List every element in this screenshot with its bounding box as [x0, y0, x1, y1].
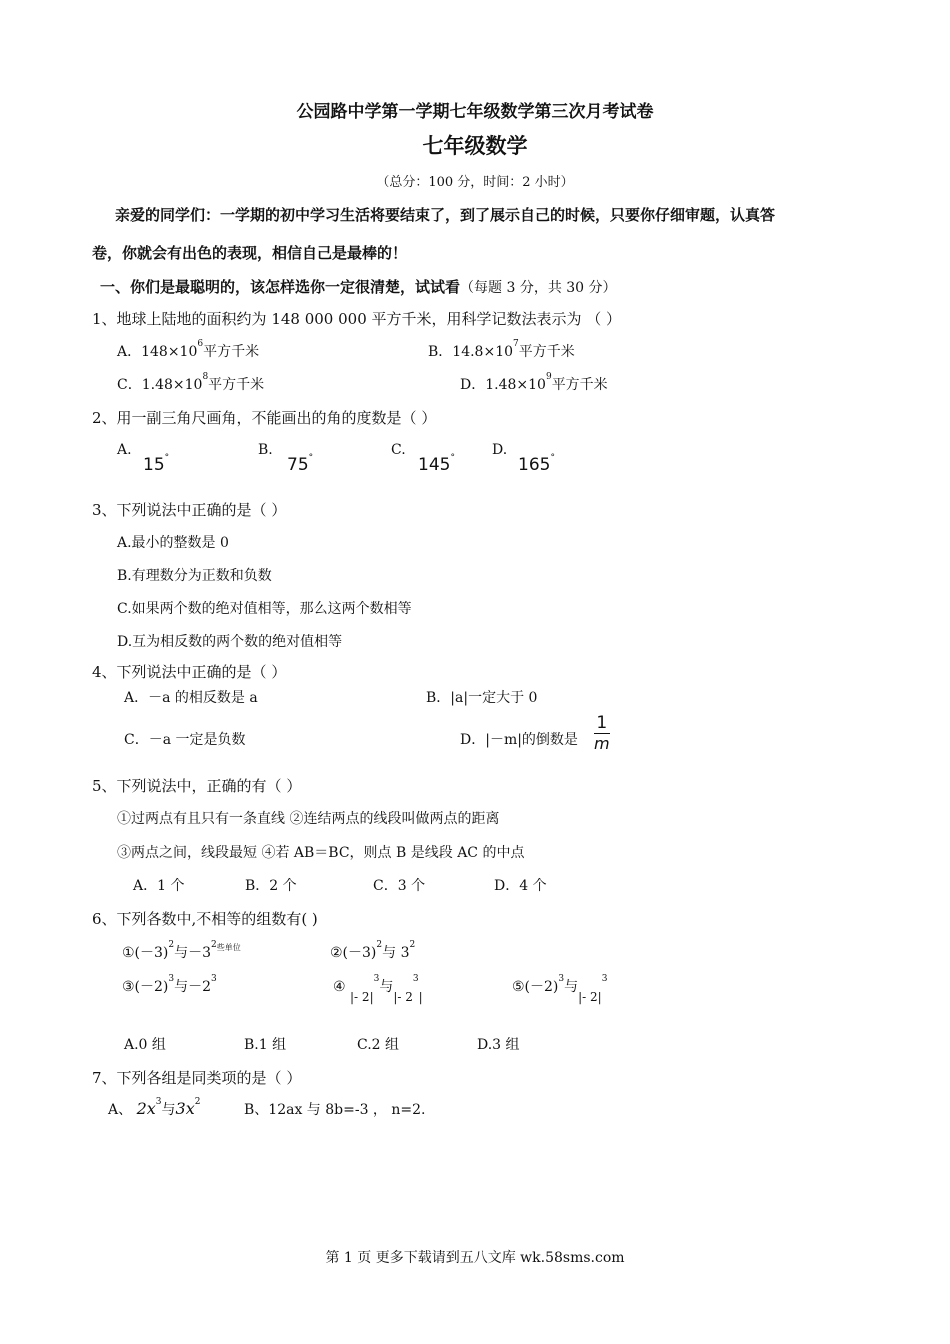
- question-6-option-d: D.3 组: [477, 1037, 520, 1053]
- question-2-option-a-label: A.: [117, 442, 132, 458]
- question-6-pair-1: $①(-3)^2$与$-3^{2些单位}$: [122, 940, 241, 961]
- question-1-option-c: C．$1.48\times 10^8$平方千米: [117, 372, 265, 393]
- question-1-option-b: B．$14.8\times 10^7$平方千米: [428, 339, 575, 360]
- question-2-option-d-label: D.: [492, 442, 508, 458]
- question-1-stem: 1、地球上陆地的面积约为 148 000 000 平方千米，用科学记数法表示为 （ ）: [92, 310, 622, 328]
- intro-line-2: 卷，你就会有出色的表现，相信自己是最棒的！: [92, 244, 408, 262]
- question-6-option-b: B.1 组: [244, 1037, 287, 1053]
- question-2-stem: 2、用一副三角尺画角，不能画出的角的度数是（ ）: [92, 409, 437, 427]
- score-info: （总分：100 分，时间：2 小时）: [376, 175, 574, 190]
- exam-title: 公园路中学第一学期七年级数学第三次月考试卷: [296, 102, 654, 122]
- section-points: （每题 3 分，共 30 分）: [460, 280, 617, 296]
- question-6-stem: 6、下列各数中,不相等的组数有( ): [92, 910, 318, 928]
- question-2-option-b: 75°: [287, 453, 314, 475]
- question-1-option-a: A．$148\times 10^6$平方千米: [117, 339, 260, 360]
- question-4-option-c: C．－a 一定是负数: [124, 732, 246, 748]
- question-7-option-b: B、12ax 与 8b=-3 ， n=2.: [244, 1102, 426, 1118]
- question-6-option-c: C.2 组: [357, 1037, 400, 1053]
- question-1-option-d: D．$1.48\times 10^9$平方千米: [460, 372, 608, 393]
- question-5-statement-1: ①过两点有且只有一条直线 ②连结两点的线段叫做两点的距离: [117, 811, 500, 827]
- question-7-option-a: A、 $2x^3$与$3x^2$: [108, 1097, 201, 1118]
- question-3-option-b: B.有理数分为正数和负数: [117, 568, 272, 584]
- question-4-fraction: $\frac{1}{m}$: [594, 713, 610, 753]
- question-7-stem: 7、下列各组是同类项的是（ ）: [92, 1069, 302, 1087]
- question-6-pair-4: ④ |- $2|^3$与|- $2^3|$: [333, 974, 423, 1004]
- question-6-pair-2: $②(-3)^2$与 $3^2$: [330, 940, 416, 961]
- question-4-option-b: B．|a|一定大于 0: [426, 690, 538, 706]
- question-3-stem: 3、下列说法中正确的是（ ）: [92, 501, 287, 519]
- intro-line-1: 亲爱的同学们：一学期的初中学习生活将要结束了，到了展示自己的时候，只要你仔细审题，认真答: [115, 206, 776, 224]
- section-heading-text: 一、你们是最聪明的，该怎样选你一定很清楚，试试看: [100, 278, 461, 296]
- question-5-option-d: D．4 个: [494, 878, 547, 894]
- question-4-option-d: D．|－m|的倒数是: [460, 732, 578, 748]
- question-3-option-d: D.互为相反数的两个数的绝对值相等: [117, 634, 343, 650]
- question-6-pair-5: $⑤(-2)^3$与|- $2|^3$: [512, 974, 608, 1004]
- question-3-option-c: C.如果两个数的绝对值相等，那么这两个数相等: [117, 601, 412, 617]
- question-2-option-c: 145°: [418, 453, 455, 475]
- question-5-statement-2: ③两点之间，线段最短 ④若 AB＝BC，则点 B 是线段 AC 的中点: [117, 845, 525, 861]
- question-2-option-b-label: B.: [258, 442, 273, 458]
- question-4-stem: 4、下列说法中正确的是（ ）: [92, 663, 287, 681]
- question-5-stem: 5、下列说法中，正确的有（ ）: [92, 777, 302, 795]
- question-5-option-c: C．3 个: [373, 878, 426, 894]
- question-5-option-b: B．2 个: [245, 878, 297, 894]
- question-4-option-a: A．－a 的相反数是 a: [124, 690, 258, 706]
- question-5-option-a: A．1 个: [133, 878, 185, 894]
- section-heading: [100, 276, 617, 297]
- question-2-option-d: 165°: [518, 453, 555, 475]
- question-2-option-a: 15°: [143, 453, 170, 475]
- question-6-option-a: A.0 组: [124, 1037, 166, 1053]
- exam-subtitle: 七年级数学: [422, 134, 528, 158]
- question-3-option-a: A.最小的整数是 0: [117, 535, 229, 551]
- question-6-pair-3: $③(-2)^3$与$-2^3$: [122, 974, 217, 995]
- question-2-option-c-label: C.: [391, 442, 406, 458]
- page-footer: 第 1 页 更多下载请到五八文库 wk.58sms.com: [325, 1250, 625, 1266]
